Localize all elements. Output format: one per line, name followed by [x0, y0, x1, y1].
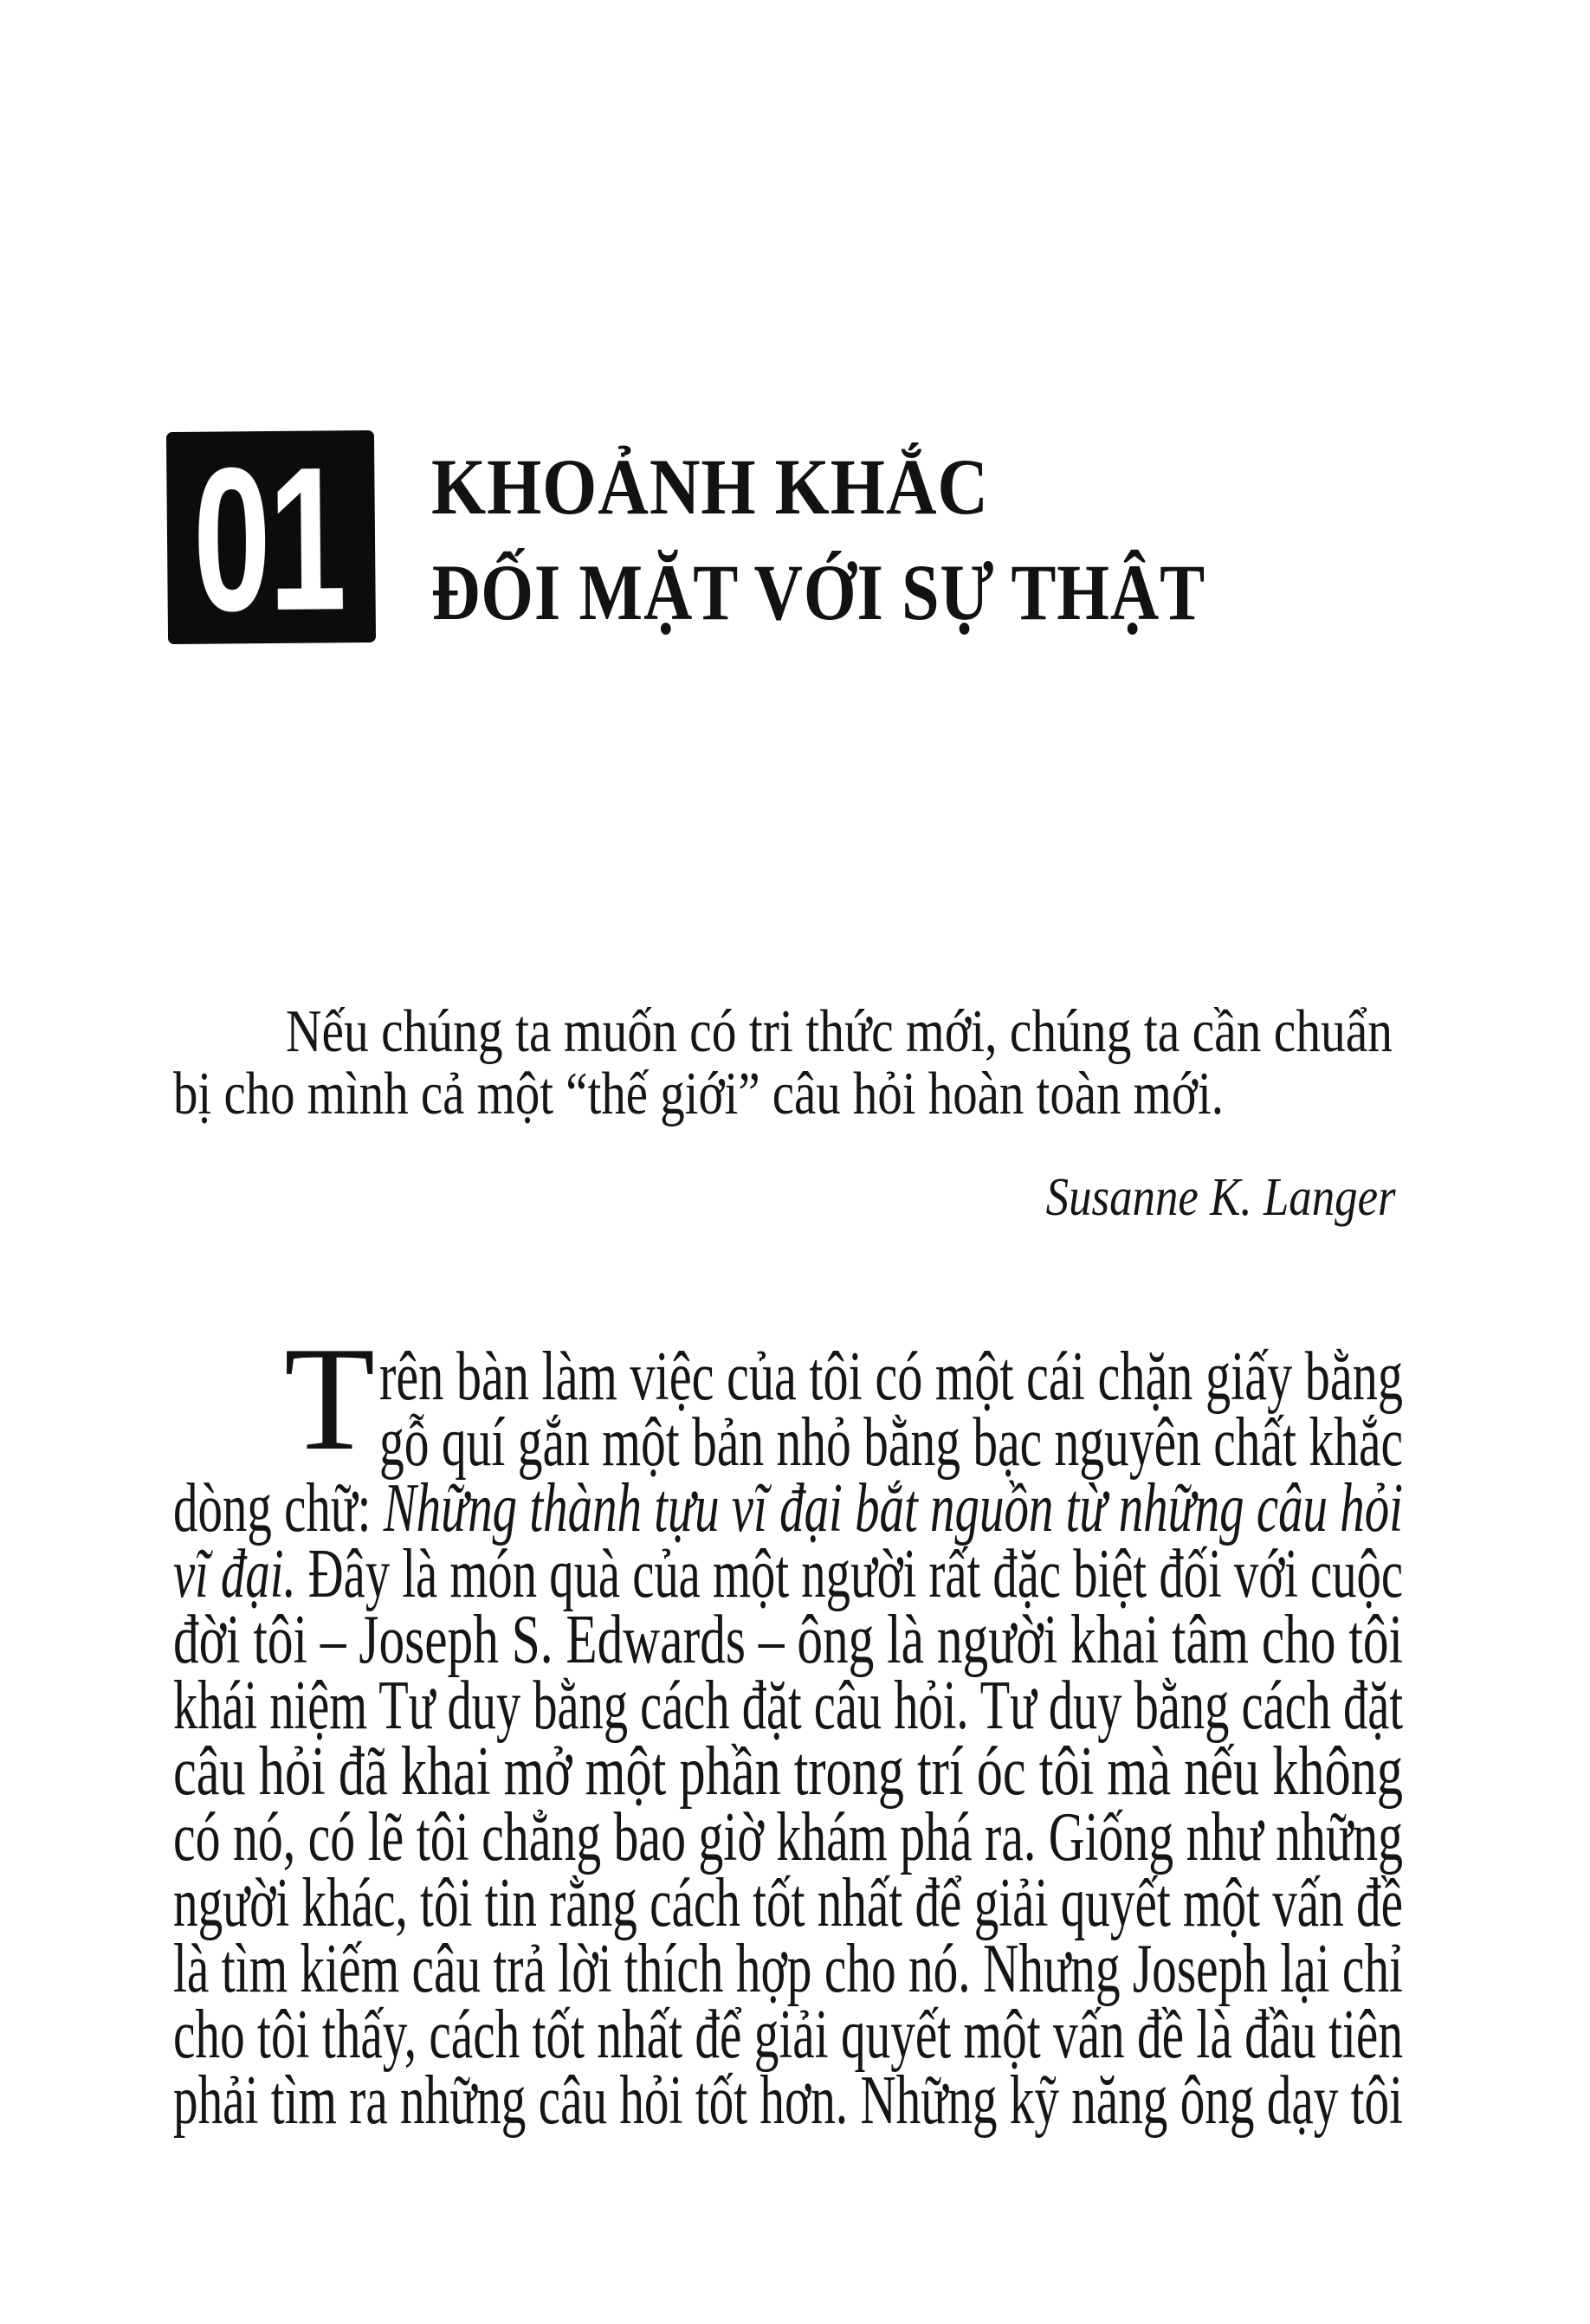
chapter-number: 01: [191, 424, 346, 655]
epigraph-attribution-text: Susanne K. Langer: [1046, 1168, 1396, 1227]
body-text-line: vĩ đại. Đây là món quà của một người rất đặc biệt đối với cuộc: [173, 1536, 1404, 1612]
chapter-number-badge: [166, 424, 376, 655]
body-text-line: là tìm kiếm câu trả lời thích hợp cho nó. Nhưng Joseph lại chỉ: [173, 1931, 1403, 2007]
body-text-line: rên bàn làm việc của tôi có một cái chặn giấy bằng: [379, 1339, 1403, 1415]
epigraph-line: [173, 1060, 1403, 1127]
body-text-line: gỗ quí gắn một bản nhỏ bằng bạc nguyên chất khắc: [379, 1404, 1403, 1481]
chapter-title-line2-text: ĐỐI MẶT VỚI SỰ THẬT: [431, 548, 1205, 636]
body-text-line: đời tôi – Joseph S. Edwards – ông là người khai tâm cho tôi: [173, 1602, 1403, 1678]
drop-cap: T: [284, 1317, 376, 1482]
chapter-title-line1-text: KHOẢNH KHẮC: [431, 442, 989, 531]
body-text-line: người khác, tôi tin rằng cách tốt nhất để giải quyết một vấn đề: [173, 1865, 1403, 1941]
chapter-title: [431, 434, 1343, 645]
epigraph-line: [173, 997, 1403, 1065]
body-text-line: có nó, có lẽ tôi chẳng bao giờ khám phá ra. Giống như những: [173, 1799, 1403, 1875]
body-text-line: khái niệm Tư duy bằng cách đặt câu hỏi. Tư duy bằng cách đặt: [173, 1668, 1403, 1744]
body-paragraph: [173, 1317, 1404, 2139]
body-text-line: cho tôi thấy, cách tốt nhất để giải quyết một vấn đề là đầu tiên: [173, 1997, 1403, 2073]
epigraph-line1-text: Nếu chúng ta muốn có tri thức mới, chúng ta cần chuẩn: [286, 998, 1393, 1065]
epigraph-attribution: [173, 1167, 1396, 1229]
body-text-line: câu hỏi đã khai mở một phần trong trí óc tôi mà nếu không: [173, 1733, 1403, 1810]
chapter-title-line1: [431, 434, 1343, 539]
body-text-line: dòng chữ: Những thành tựu vĩ đại bắt nguồn từ những câu hỏi: [173, 1470, 1403, 1546]
epigraph-line2-text: bị cho mình cả một “thế giới” câu hỏi hoàn toàn mới.: [173, 1061, 1224, 1127]
chapter-title-line2: [431, 539, 1343, 645]
body-text-line: phải tìm ra những câu hỏi tốt hơn. Những kỹ năng ông dạy tôi: [173, 2063, 1403, 2139]
epigraph-quote: [173, 997, 1403, 1127]
